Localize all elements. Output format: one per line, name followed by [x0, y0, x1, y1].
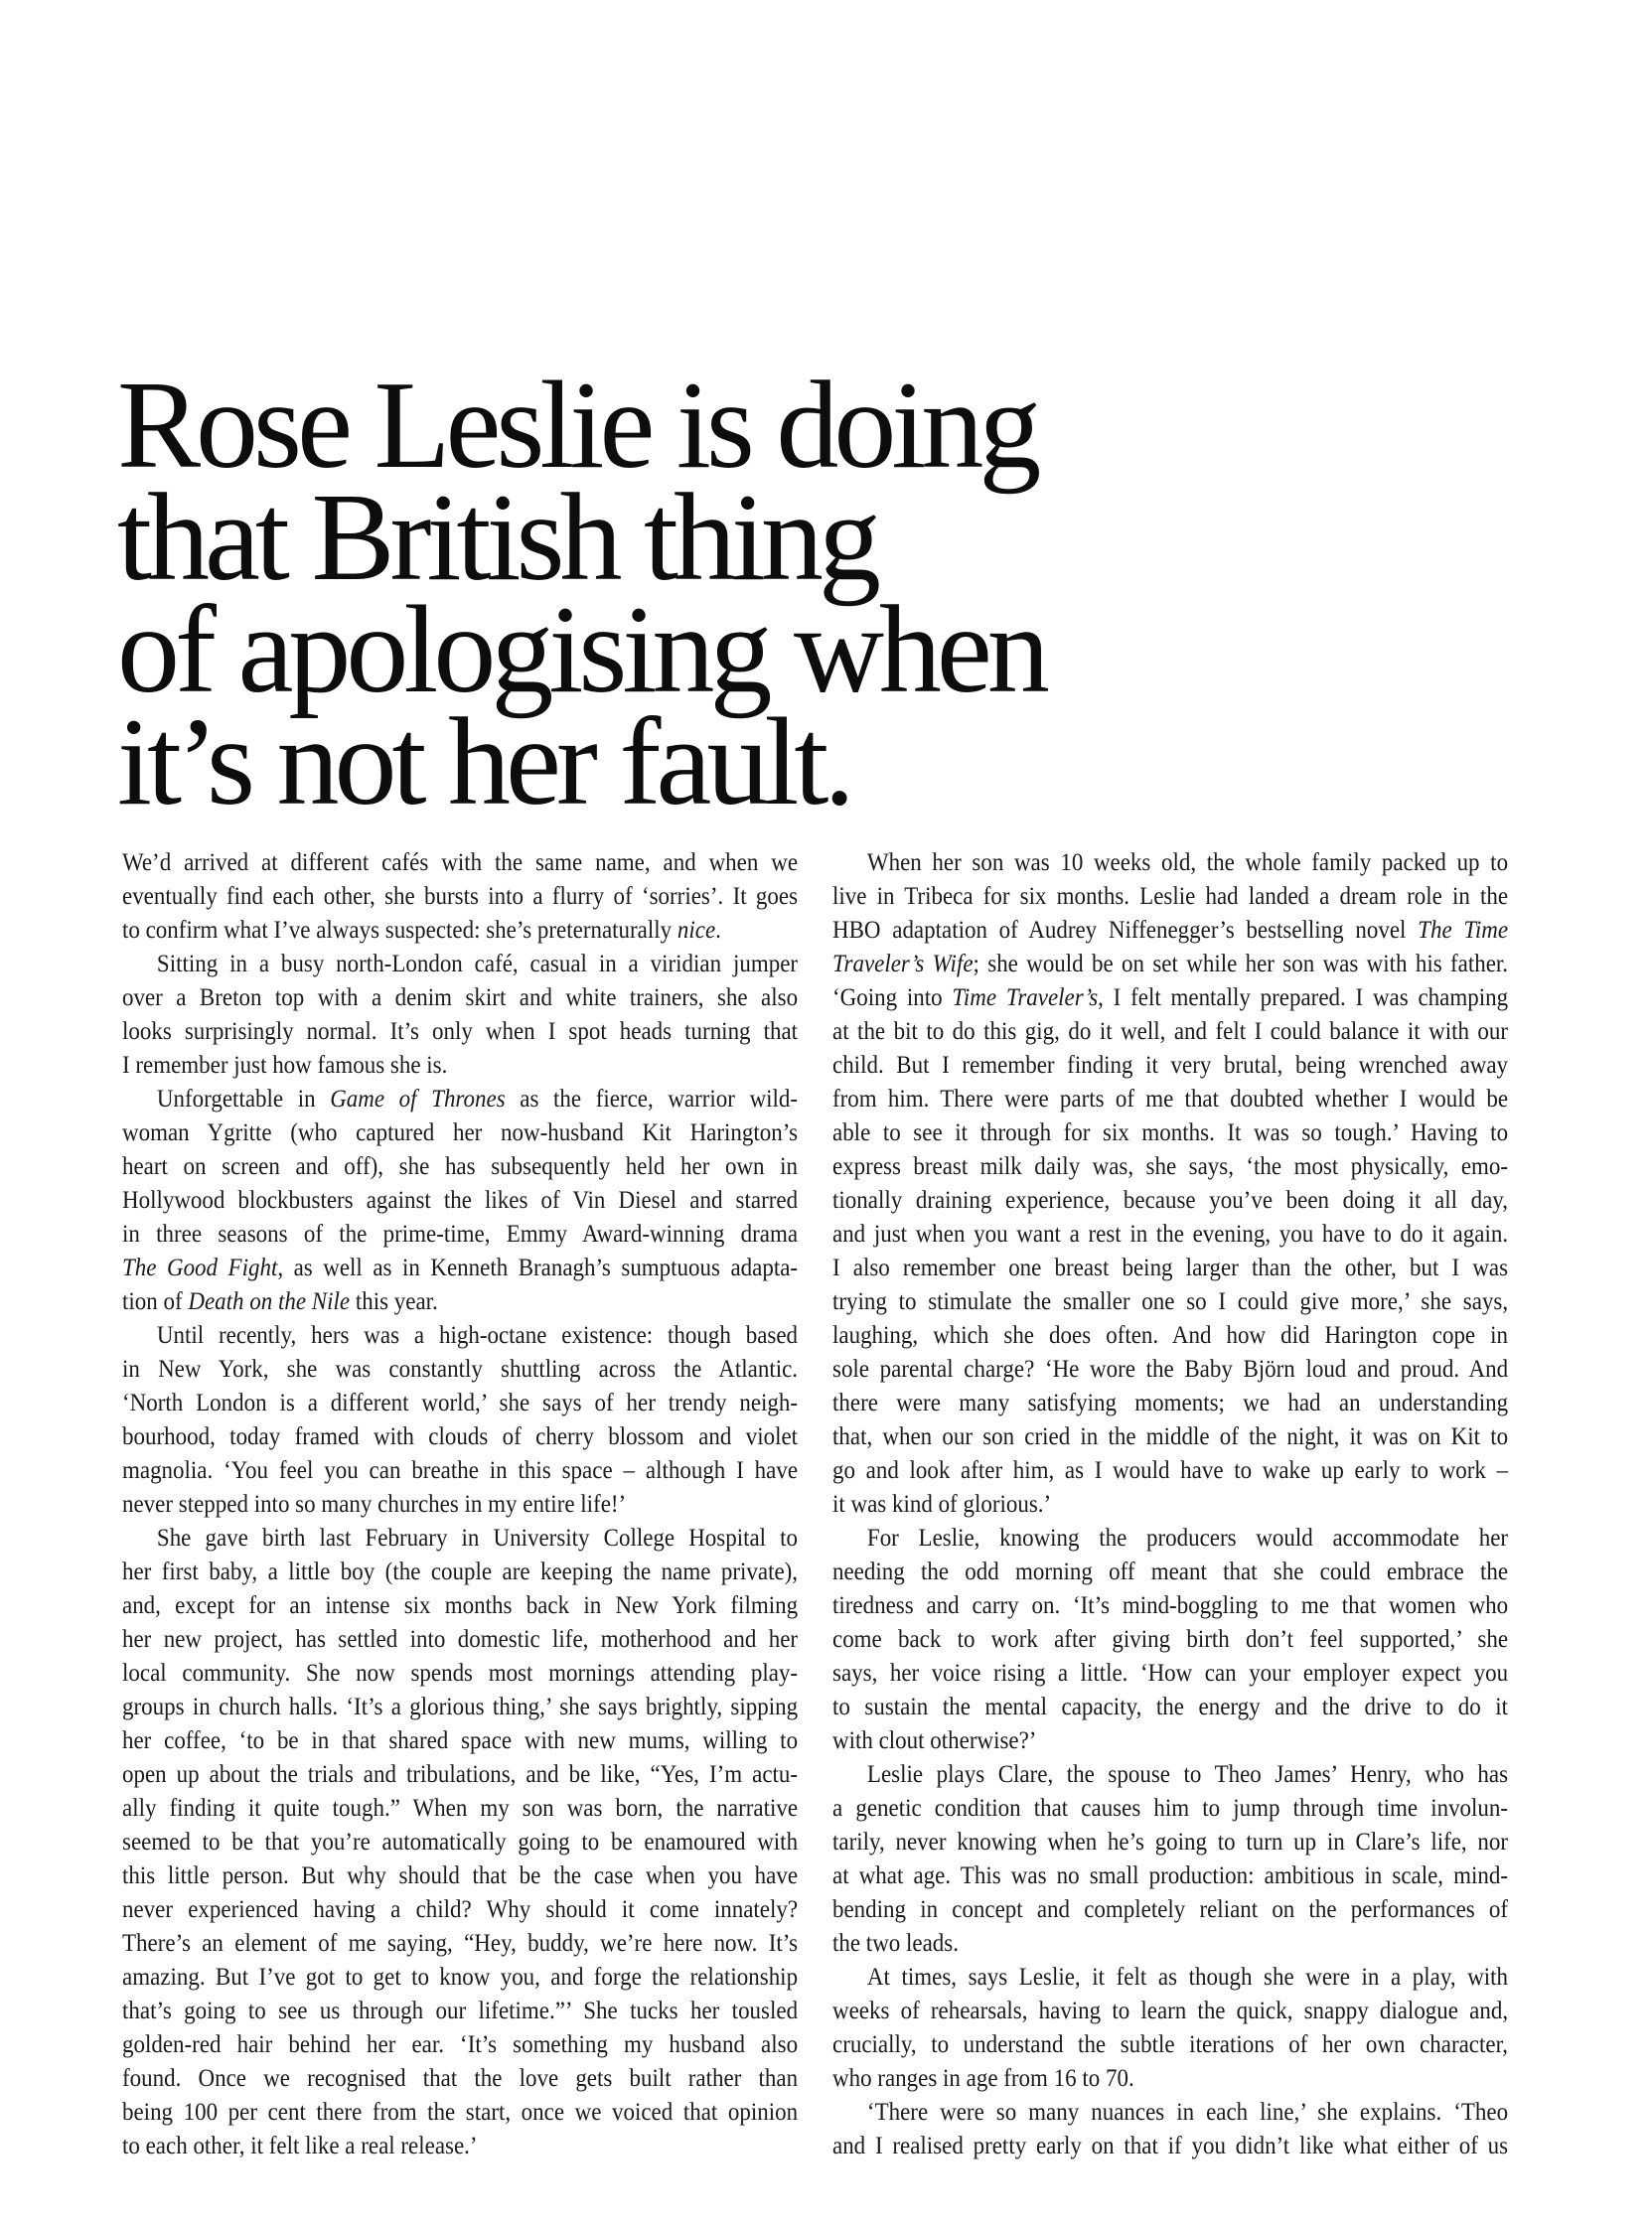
headline-line: that British thing	[117, 469, 877, 607]
text-line: her new project, has settled into domestic life, motherhood and her	[122, 1626, 799, 1653]
body-paragraph	[122, 1319, 798, 1522]
headline-line: of apologising when	[117, 581, 1045, 719]
text-line: bourhood, today framed with clouds of cherry blossom and violet	[122, 1423, 799, 1450]
text-line: seemed to be that you’re automatically going to be enamoured with	[122, 1829, 799, 1856]
text-line: tarily, never knowing when he’s going to turn up in Clare’s life, nor	[832, 1829, 1509, 1856]
italic-title: Traveler’s Wife	[832, 951, 974, 977]
text-line: Sitting in a busy north-London café, casual in a viridian jumper	[156, 951, 799, 977]
text-line: to sustain the mental capacity, the energy and the drive to do it	[832, 1694, 1509, 1720]
text-line: her first baby, a little boy (the couple are keeping the name private),	[122, 1559, 799, 1585]
text-line: She gave birth last February in University College Hospital to	[156, 1525, 799, 1552]
text-line: and, except for an intense six months back in New York filming	[122, 1592, 799, 1619]
body-column-right	[832, 846, 1508, 2163]
text-line: golden-red hair behind her ear. ‘It’s something my husband also	[122, 2031, 799, 2058]
article-headline	[117, 357, 1111, 831]
text-line: When her son was 10 weeks old, the whole family packed up to	[866, 849, 1509, 876]
text-line: heart on screen and off), she has subsequently held her own in	[122, 1153, 799, 1180]
body-paragraph	[122, 1522, 798, 2163]
text-line: tion of Death on the Nile this year.	[122, 1288, 438, 1315]
body-paragraph	[832, 1961, 1508, 2096]
body-paragraph	[832, 1758, 1508, 1961]
text-line: ‘Going into Time Traveler’s, I felt mentally prepared. I was champing	[832, 984, 1509, 1011]
text-line: ‘There were so many nuances in each line,’ she explains. ‘Theo	[866, 2099, 1509, 2126]
text-line: live in Tribeca for six months. Leslie had landed a dream role in the	[832, 883, 1509, 910]
text-line: At times, says Leslie, it felt as though she were in a play, with	[866, 1964, 1509, 1991]
text-line: and just when you want a rest in the evening, you have to do it again.	[832, 1221, 1509, 1248]
headline-line: it’s not her fault.	[117, 693, 850, 831]
text-line: with clout otherwise?’	[832, 1727, 1037, 1754]
text-line: crucially, to understand the subtle iterations of her own character,	[832, 2031, 1509, 2058]
text-line: in New York, she was constantly shuttling across the Atlantic.	[122, 1356, 799, 1383]
body-paragraph	[832, 2096, 1508, 2163]
text-line: who ranges in age from 16 to 70.	[832, 2065, 1134, 2092]
text-line: a genetic condition that causes him to jump through time involun-	[832, 1795, 1509, 1822]
text-line: We’d arrived at different cafés with the same name, and when we	[122, 849, 799, 876]
text-line: sole parental charge? ‘He wore the Baby Björn loud and proud. And	[832, 1356, 1509, 1383]
text-line: woman Ygritte (who captured her now-husband Kit Harington’s	[122, 1119, 799, 1146]
text-line: over a Breton top with a denim skirt and white trainers, she also	[122, 984, 799, 1011]
italic-title: nice	[676, 917, 716, 944]
text-line: Unforgettable in Game of Thrones as the fierce, warrior wild-	[156, 1086, 799, 1113]
text-line: at what age. This was no small production: ambitious in scale, mind-	[832, 1862, 1509, 1889]
text-line: the two leads.	[832, 1930, 959, 1957]
body-paragraph	[832, 1522, 1508, 1758]
text-line: Hollywood blockbusters against the likes of Vin Diesel and starred	[122, 1187, 799, 1214]
text-line: local community. She now spends most mornings attending play-	[122, 1660, 799, 1687]
text-line: there were many satisfying moments; we had an understanding	[832, 1390, 1509, 1416]
text-line: this little person. But why should that be the case when you have	[122, 1862, 799, 1889]
italic-title: Game of Thrones	[330, 1086, 506, 1113]
text-line: able to see it through for six months. It was so tough.’ Having to	[832, 1119, 1509, 1146]
text-line: Until recently, hers was a high-octane existence: though based	[156, 1322, 799, 1349]
text-line: express breast milk daily was, she says, ‘the most physically, emo-	[832, 1153, 1509, 1180]
text-line: amazing. But I’ve got to get to know you, and forge the relationship	[122, 1964, 799, 1991]
italic-title: Time Traveler’s	[952, 984, 1099, 1011]
body-paragraph	[832, 846, 1508, 1522]
text-line: eventually find each other, she bursts into a flurry of ‘sorries’. It goes	[122, 883, 799, 910]
text-line: laughing, which she does often. And how did Harington cope in	[832, 1322, 1509, 1349]
body-paragraph	[122, 948, 798, 1083]
text-line: her coffee, ‘to be in that shared space with new mums, willing to	[122, 1727, 799, 1754]
text-line: to each other, it felt like a real release.’	[122, 2133, 478, 2159]
text-line: I remember just how famous she is.	[122, 1052, 448, 1079]
text-line: open up about the trials and tribulations, and be like, “Yes, I’m actu-	[122, 1761, 799, 1788]
text-line: weeks of rehearsals, having to learn the quick, snappy dialogue and,	[832, 1998, 1509, 2024]
italic-title: Death on the Nile	[188, 1288, 351, 1315]
text-line: says, her voice rising a little. ‘How can your employer expect you	[832, 1660, 1509, 1687]
text-line: go and look after him, as I would have to wake up early to work –	[832, 1457, 1509, 1484]
text-line: that’s going to see us through our lifetime.”’ She tucks her tousled	[122, 1998, 799, 2024]
headline-line: Rose Leslie is doing	[117, 357, 1037, 495]
text-line: I also remember one breast being larger than the other, but I was	[832, 1255, 1509, 1281]
italic-title: The Time	[1418, 917, 1509, 944]
text-line: For Leslie, knowing the producers would accommodate her	[866, 1525, 1509, 1552]
text-line: Traveler’s Wife; she would be on set while her son was with his father.	[832, 951, 1509, 977]
text-line: in three seasons of the prime-time, Emmy Award-winning drama	[122, 1221, 799, 1248]
text-line: and I realised pretty early on that if you didn’t like what either of us	[832, 2133, 1509, 2159]
italic-title: The Good Fight	[122, 1255, 278, 1281]
body-column-left	[122, 846, 798, 2163]
text-line: looks surprisingly normal. It’s only when I spot heads turning that	[122, 1018, 799, 1045]
text-line: being 100 per cent there from the start, once we voiced that opinion	[122, 2099, 799, 2126]
text-line: needing the odd morning off meant that she could embrace the	[832, 1559, 1509, 1585]
text-line: never stepped into so many churches in my entire life!’	[122, 1491, 627, 1518]
text-line: The Good Fight, as well as in Kenneth Branagh’s sumptuous adapta-	[122, 1255, 799, 1281]
text-line: come back to work after giving birth don’t feel supported,’ she	[832, 1626, 1509, 1653]
text-line: to confirm what I’ve always suspected: she’s preternaturally nice.	[122, 917, 721, 944]
text-line: ‘North London is a different world,’ she says of her trendy neigh-	[122, 1390, 799, 1416]
text-line: bending in concept and completely reliant on the performances of	[832, 1896, 1509, 1923]
text-line: trying to stimulate the smaller one so I could give more,’ she says,	[832, 1288, 1509, 1315]
text-line: ally finding it quite tough.” When my son was born, the narrative	[122, 1795, 799, 1822]
text-line: never experienced having a child? Why should it come innately?	[122, 1896, 799, 1923]
text-line: child. But I remember finding it very brutal, being wrenched away	[832, 1052, 1509, 1079]
body-paragraph	[122, 1083, 798, 1319]
text-line: that, when our son cried in the middle of the night, it was on Kit to	[832, 1423, 1509, 1450]
text-line: magnolia. ‘You feel you can breathe in this space – although I have	[122, 1457, 799, 1484]
text-line: found. Once we recognised that the love gets built rather than	[122, 2065, 799, 2092]
text-line: groups in church halls. ‘It’s a glorious thing,’ she says brightly, sipping	[122, 1694, 799, 1720]
body-paragraph	[122, 846, 798, 948]
text-line: There’s an element of me saying, “Hey, buddy, we’re here now. It’s	[122, 1930, 799, 1957]
text-line: it was kind of glorious.’	[832, 1491, 1052, 1518]
text-line: tiredness and carry on. ‘It’s mind-boggling to me that women who	[832, 1592, 1509, 1619]
text-line: at the bit to do this gig, do it well, and felt I could balance it with our	[832, 1018, 1509, 1045]
text-line: Leslie plays Clare, the spouse to Theo James’ Henry, who has	[866, 1761, 1509, 1788]
text-line: from him. There were parts of me that doubted whether I would be	[832, 1086, 1509, 1113]
text-line: tionally draining experience, because you’ve been doing it all day,	[832, 1187, 1509, 1214]
text-line: HBO adaptation of Audrey Niffenegger’s bestselling novel The Time	[832, 917, 1509, 944]
